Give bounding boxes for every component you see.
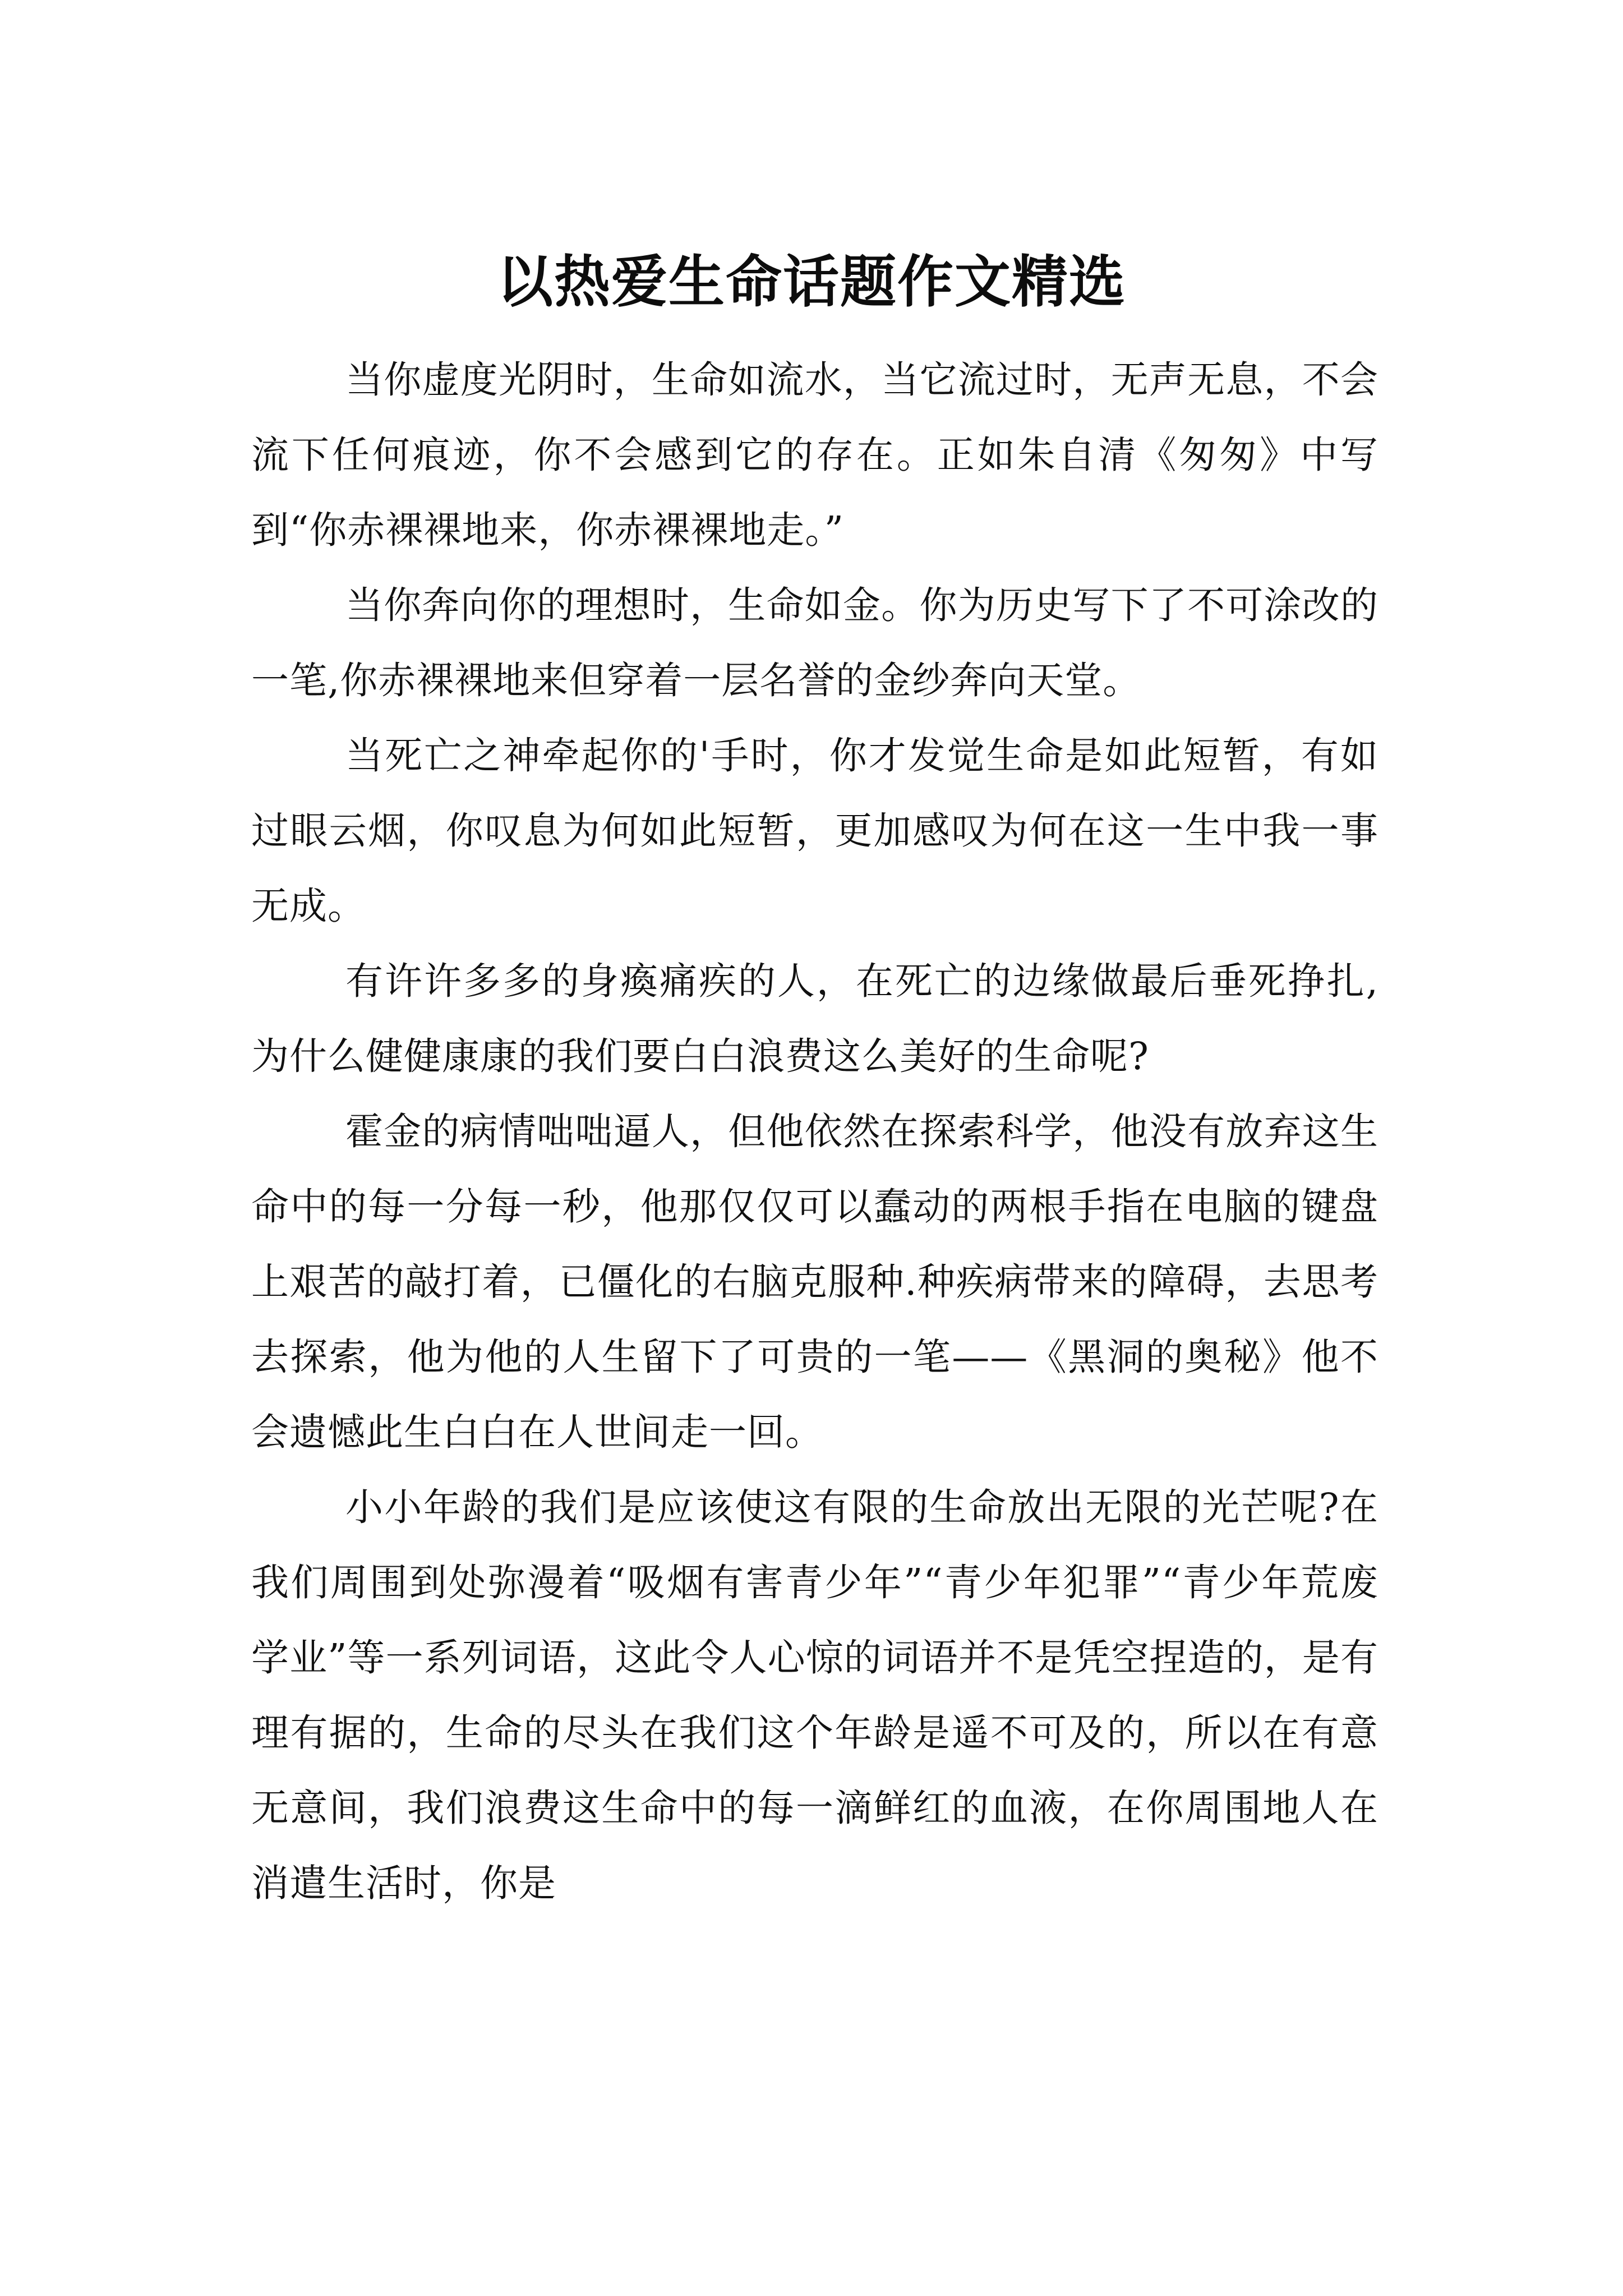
paragraph: 当你虚度光阴时，生命如流水，当它流过时，无声无息，不会流下任何痕迹，你不会感到它的存在。正如朱自清《匆匆》中写到“你赤裸裸地来，你赤裸裸地走。” (251, 358, 1378, 552)
paragraph: 小小年龄的我们是应该使这有限的生命放出无限的光芒呢?在我们周围到处弥漫着“吸烟有害青少年”“青少年犯罪”“青少年荒废学业”等一系列词语，这此令人心惊的词语并不是凭空捏造的，是有理有据的，生命的尽头在我们这个年龄是遥不可及的，所以在有意无意间，我们浪费这生命中的每一滴鲜红的血液，在你周围地人在消遣生活时，你是 (251, 1485, 1378, 1905)
paragraph: 当死亡之神牵起你的'手时，你才发觉生命是如此短暂，有如过眼云烟，你叹息为何如此短暂，更加感叹为何在这一生中我一事无成。 (251, 734, 1378, 928)
article-body (251, 342, 1378, 1921)
document-title: 以热爱生命话题作文精选 (497, 249, 1126, 315)
paragraph: 当你奔向你的理想时，生命如金。你为历史写下了不可涂改的一笔,你赤裸裸地来但穿着一层名誉的金纱奔向天堂。 (251, 583, 1378, 702)
paragraph: 有许许多多的身瘓痛疾的人，在死亡的边缘做最后垂死挣扎,为什么健健康康的我们要白白浪费这么美好的生命呢? (251, 959, 1378, 1078)
paragraph: 霍金的病情咄咄逼人，但他依然在探索科学，他没有放弃这生命中的每一分每一秒，他那仅仅可以蠢动的两根手指在电脑的键盘上艰苦的敲打着，已僵化的右脑克服种.种疾病带来的障碍，去思考去探索，他为他的人生留下了可贵的一笔——《黑洞的奥秘》他不会遗憾此生白白在人世间走一回。 (251, 1110, 1378, 1454)
